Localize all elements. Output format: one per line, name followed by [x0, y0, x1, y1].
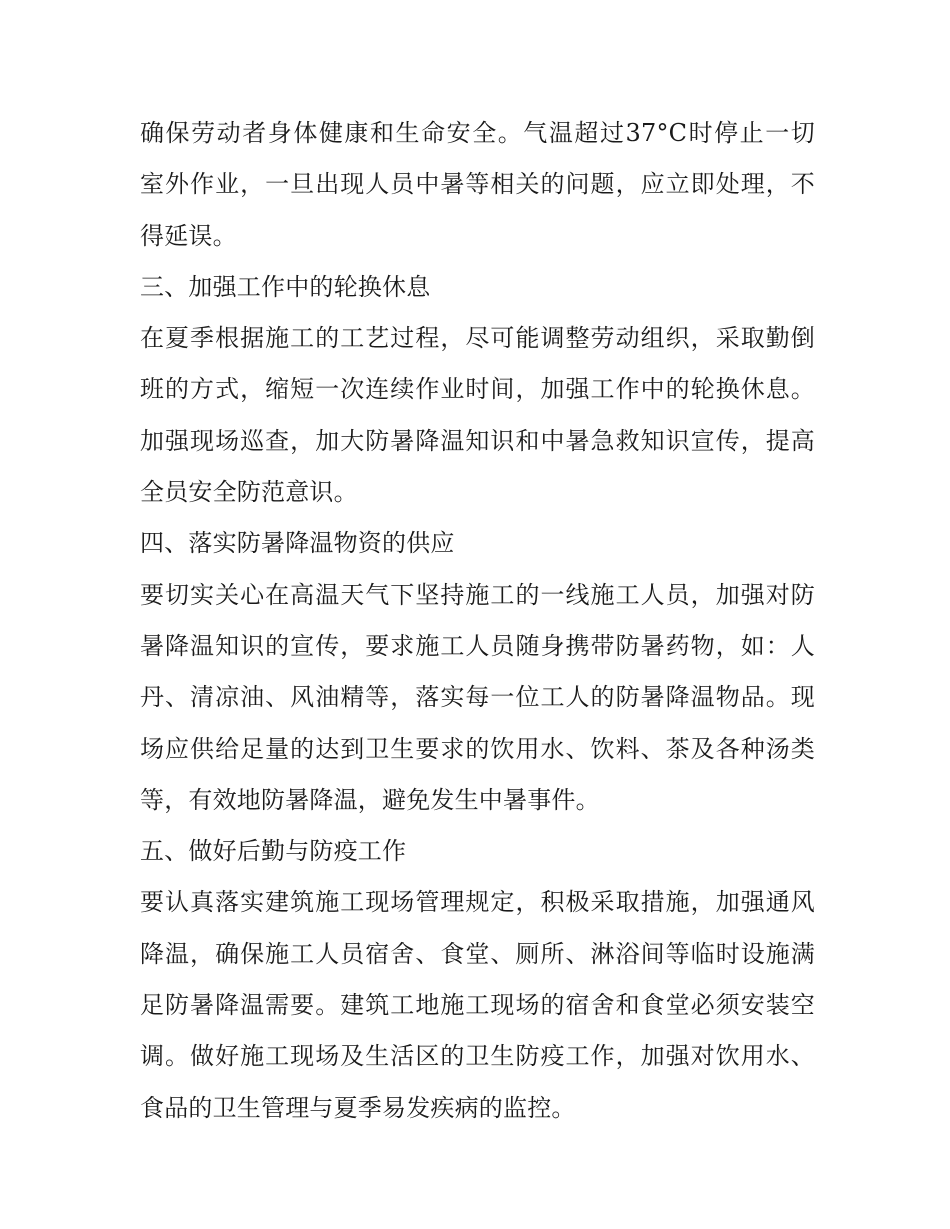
text-line: 要切实关心在高温天气下坚持施工的一线施工人员，加强对防 [140, 580, 815, 609]
text-line: 降温，确保施工人员宿舍、食堂、厕所、淋浴间等临时设施满 [140, 939, 815, 968]
text-line: 丹、清凉油、风油精等，落实每一位工人的防暑降温物品。现 [140, 683, 815, 712]
section-heading-4: 四、落实防暑降温物资的供应 [140, 529, 455, 558]
text-line: 场应供给足量的达到卫生要求的饮用水、饮料、茶及各种汤类 [140, 734, 815, 763]
text-line: 室外作业，一旦出现人员中暑等相关的问题，应立即处理，不 [140, 170, 815, 199]
text-line: 班的方式，缩短一次连续作业时间，加强工作中的轮换休息。 [140, 375, 815, 404]
text-line: 等，有效地防暑降温，避免发生中暑事件。 [140, 785, 600, 814]
text-line: 调。做好施工现场及生活区的卫生防疫工作，加强对饮用水、 [140, 1042, 815, 1071]
text-line: 得延误。 [140, 221, 237, 250]
text-line: 加强现场巡查，加大防暑降温知识和中暑急救知识宣传，提高 [140, 426, 815, 455]
document-body [140, 108, 815, 1134]
text-line: 全员安全防范意识。 [140, 478, 358, 507]
text-line: 在夏季根据施工的工艺过程，尽可能调整劳动组织，采取勤倒 [140, 324, 815, 353]
text-line: 足防暑降温需要。建筑工地施工现场的宿舍和食堂必须安装空 [140, 991, 815, 1020]
text-line: 要认真落实建筑施工现场管理规定，积极采取措施，加强通风 [140, 888, 815, 917]
section-heading-5: 五、做好后勤与防疫工作 [140, 837, 407, 866]
section-heading-3: 三、加强工作中的轮换休息 [140, 272, 431, 301]
text-line: 确保劳动者身体健康和生命安全。气温超过37°C时停止一切 [140, 119, 815, 147]
text-line: 暑降温知识的宣传，要求施工人员随身携带防暑药物，如：人 [140, 631, 815, 660]
text-line: 食品的卫生管理与夏季易发疾病的监控。 [140, 1093, 576, 1122]
